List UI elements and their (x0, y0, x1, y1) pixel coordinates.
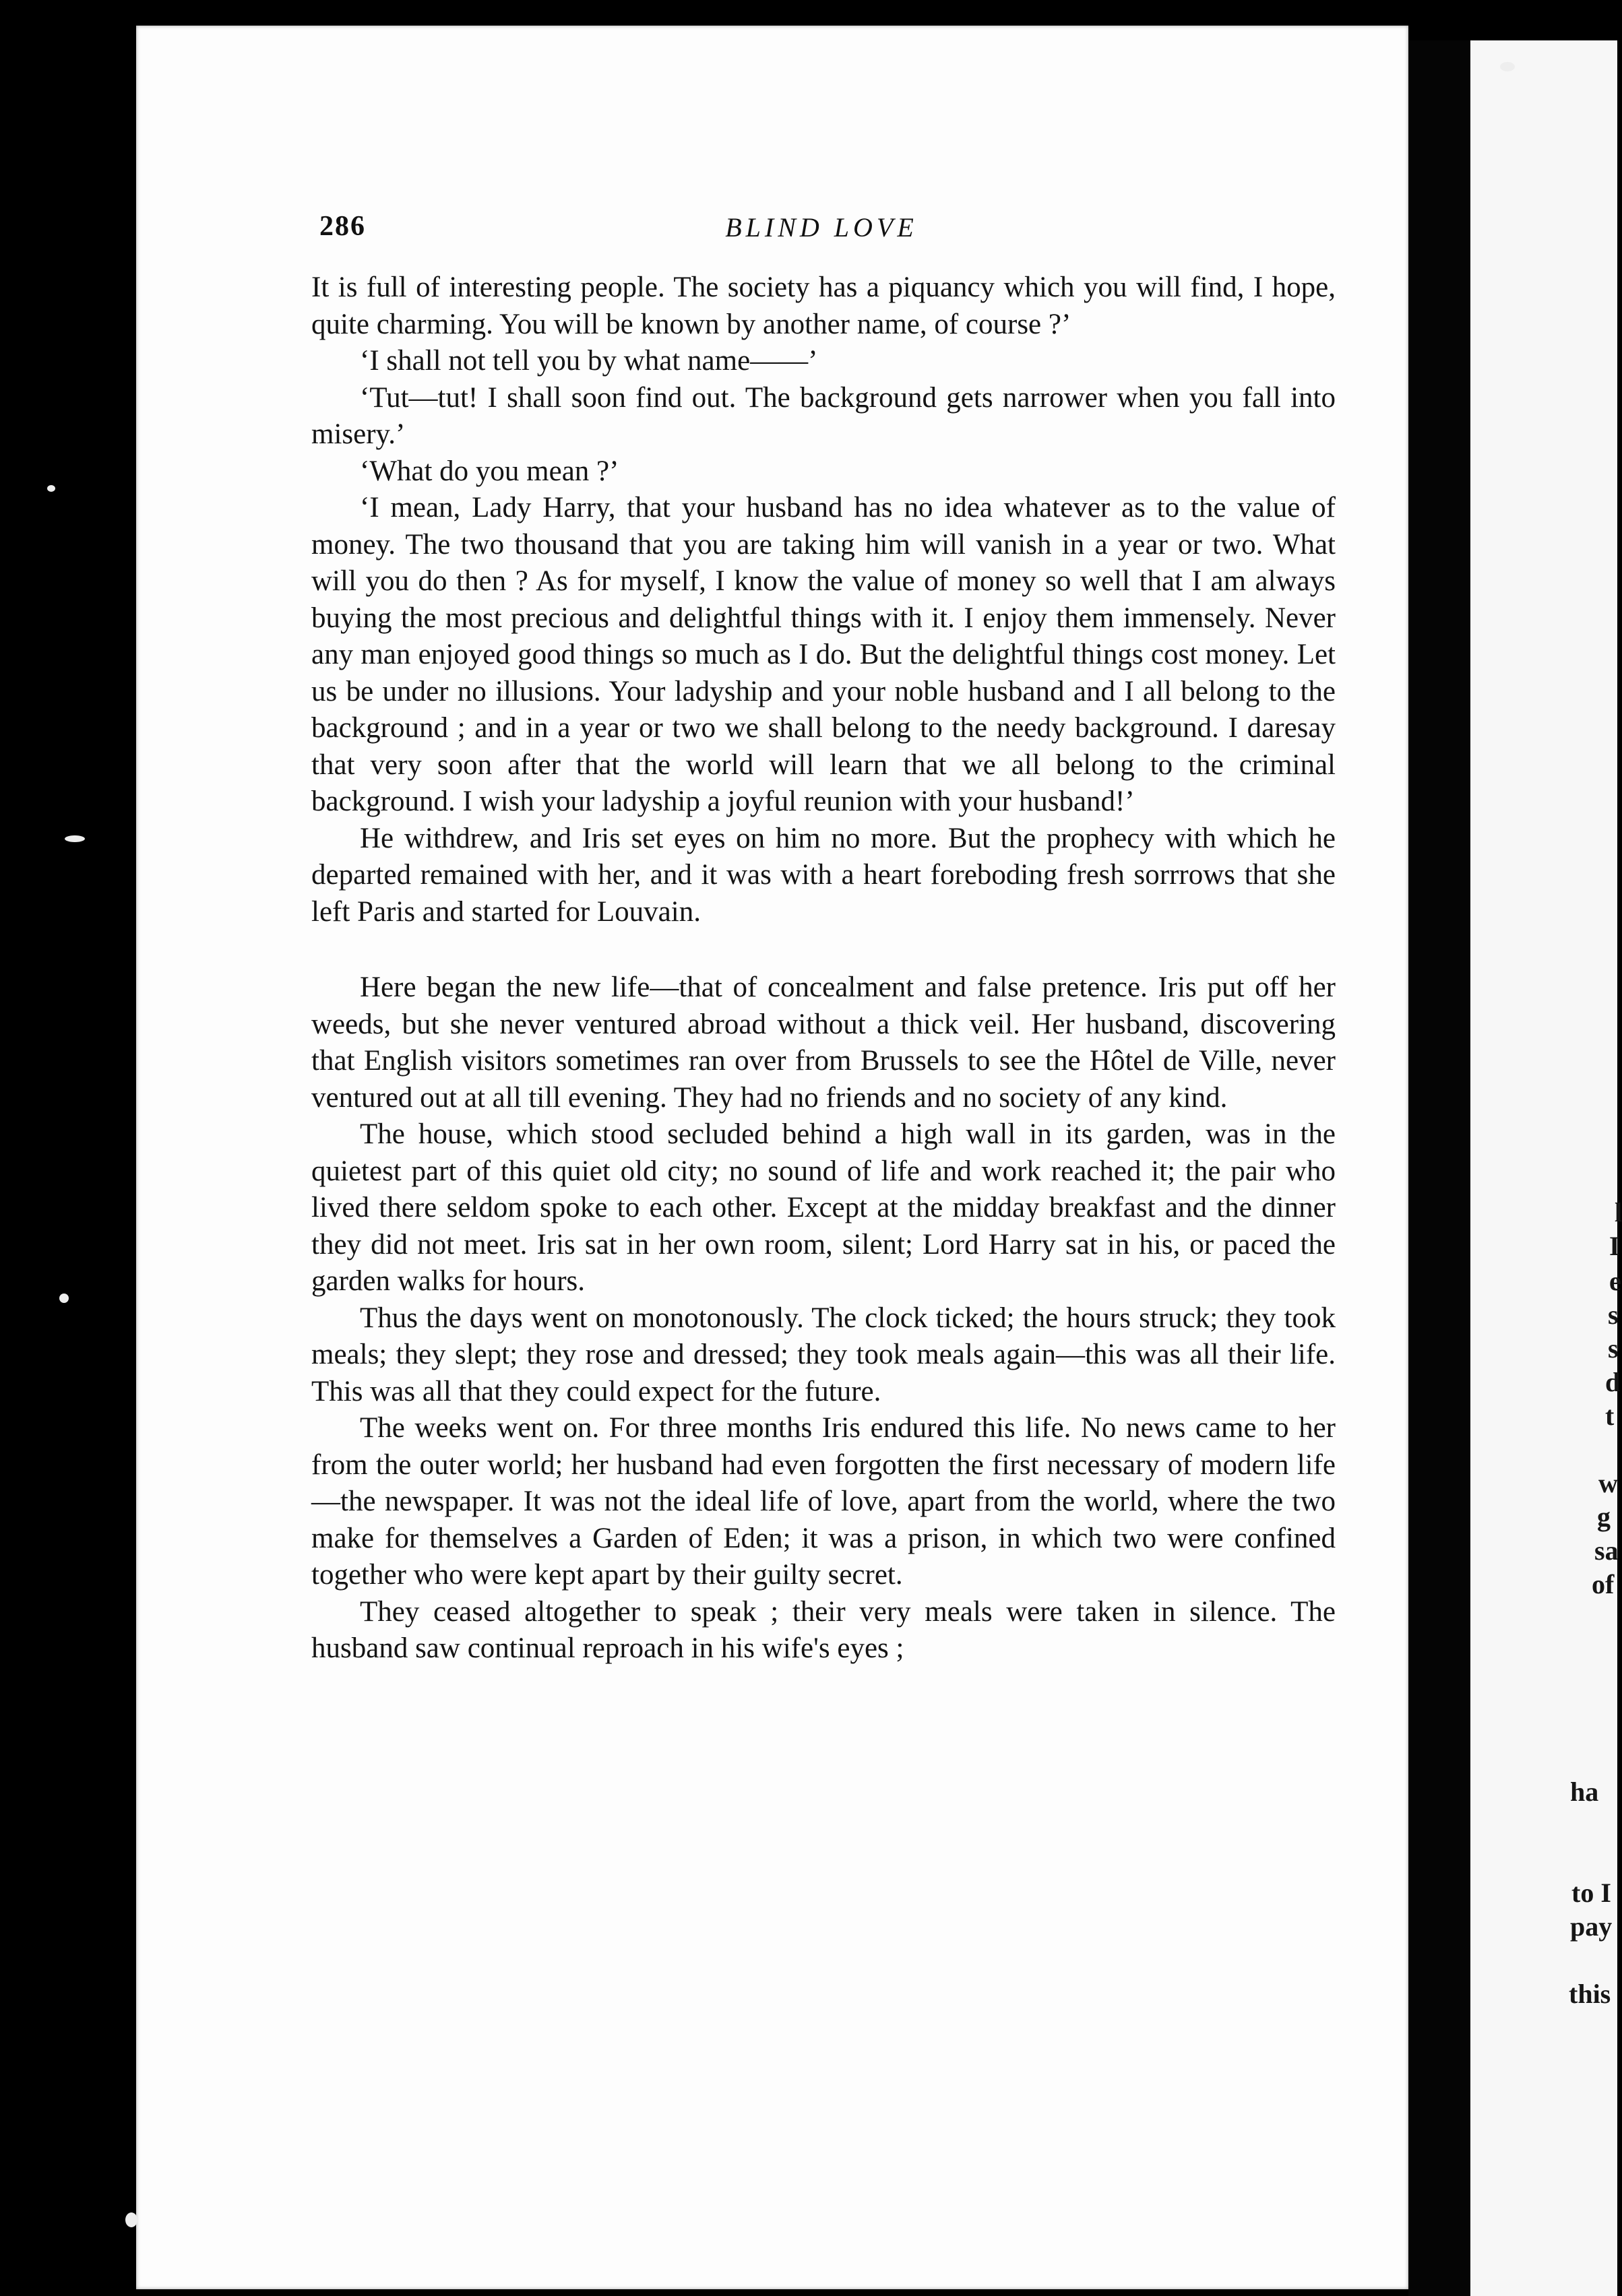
next-page-fragment: this (1569, 1979, 1611, 2009)
next-page-fragment: l (1615, 1197, 1622, 1227)
scan-speck (65, 835, 85, 842)
next-page-fragment: ha (1570, 1777, 1599, 1807)
next-page-fragment: e (1609, 1266, 1621, 1296)
next-page-fragment: d (1605, 1367, 1621, 1397)
body-text (311, 269, 1336, 1667)
next-page-fragment: s (1608, 1333, 1619, 1364)
paragraph: ‘Tut—tut! I shall soon find out. The background gets narrower when you fall into misery.’ (311, 381, 1336, 450)
paragraph: ‘I mean, Lady Harry, that your husband has no idea whatever as to the value of money. The two thousand that you are taking him will vanish in a year or two. What will you do then ? As for myself, I know the value of money so well that I am always buying the most precious and delightful things with it. I enjoy them immensely. Never any man enjoyed good things so much as I do. But the delightful things cost money. Let us be under no illusions. Your ladyship and your noble husband and I all belong to the background ; and in a year or two we shall belong to the needy background. I daresay that very soon after that the world will learn that we all belong to the criminal background. I wish your ladyship a joyful reunion with your husband!’ (311, 492, 1336, 817)
paragraph: Here began the new life—that of concealment and false pretence. Iris put off her weeds, but she never ventured abroad without a thick veil. Her husband, discovering that English visitors sometimes ran over from Brussels to see the Hôtel de Ville, never ventured out at all till evening. They had no friends and no society of any kind. (311, 971, 1336, 1114)
next-page-fragment: t (1605, 1401, 1615, 1431)
paragraph: Thus the days went on monotonously. The clock ticked; the hours struck; they took meals; they slept; they rose and dressed; they took meals again—this was all their life. This was all that they could expect for the future. (311, 1302, 1336, 1407)
next-page-fragment: sa (1594, 1535, 1619, 1566)
scan-speck (1500, 62, 1515, 71)
scan-speck (125, 2212, 137, 2227)
paragraph: They ceased altogether to speak ; their very meals were taken in silence. The husband saw continual reproach in his wife's eyes ; (311, 1595, 1336, 1664)
next-page-fragment: to I (1571, 1878, 1611, 1908)
paragraph: ‘What do you mean ?’ (360, 455, 619, 487)
section-break (311, 930, 1336, 969)
scan-speck (47, 485, 55, 492)
adjacent-page-edge (1470, 40, 1622, 2296)
page-number: 286 (319, 211, 366, 242)
book-gutter (1408, 40, 1470, 2296)
page-header (319, 210, 1323, 251)
next-page-fragment: of (1592, 1569, 1615, 1599)
next-page-fragment: s (1608, 1300, 1619, 1330)
next-page-fragment: g (1597, 1502, 1611, 1532)
next-page-fragment: w (1598, 1468, 1618, 1498)
paragraph: He withdrew, and Iris set eyes on him no more. But the prophecy with which he departed remained with her, and it was with a heart foreboding fresh sorrrows that she left Paris and started for Louvain. (311, 822, 1336, 928)
paragraph: ‘I shall not tell you by what name——’ (360, 345, 818, 377)
next-page-fragment: pay (1570, 1911, 1613, 1942)
paragraph: It is full of interesting people. The society has a piquancy which you will find, I hope, quite charming. You will be known by another name, of course ?’ (311, 272, 1336, 340)
running-head: BLIND LOVE (725, 212, 918, 243)
next-page-fragment: I (1609, 1231, 1620, 1261)
paragraph: The house, which stood secluded behind a high wall in its garden, was in the quietest part of this quiet old city; no sound of life and work reached it; the pair who lived there seldom spoke to each other. Except at the midday breakfast and the dinner they did not meet. Iris sat in her own room, silent; Lord Harry sat in his, or paced the garden walks for hours. (311, 1118, 1336, 1297)
paragraph: The weeks went on. For three months Iris endured this life. No news came to her from the outer world; her husband had even forgotten the first necessary of modern life—the newspaper. It was not the ideal life of love, apart from the world, where the two make for themselves a Garden of Eden; it was a prison, in which two were confined together who were kept apart by their guilty secret. (311, 1412, 1336, 1591)
scan-speck (59, 1294, 69, 1303)
